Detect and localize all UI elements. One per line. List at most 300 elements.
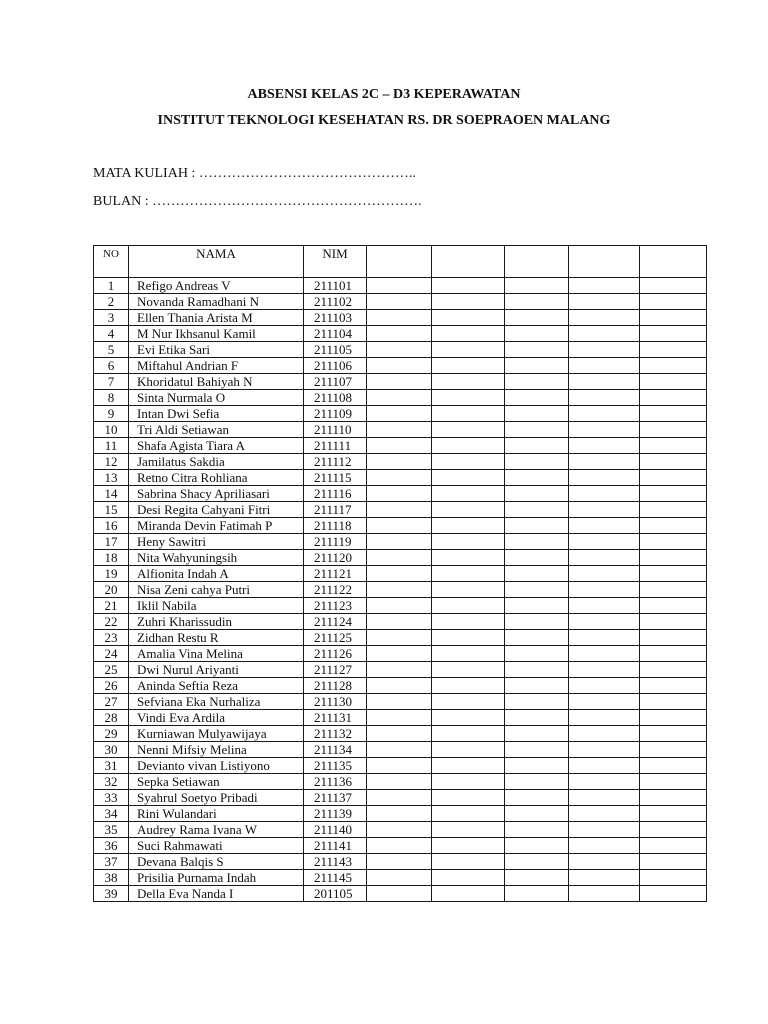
table-row bbox=[94, 854, 707, 870]
student-name: Prisilia Purnama Indah bbox=[129, 870, 304, 886]
student-name: Heny Sawitri bbox=[129, 534, 304, 550]
attendance-cell bbox=[569, 390, 640, 406]
attendance-cell bbox=[569, 870, 640, 886]
table-row bbox=[94, 678, 707, 694]
attendance-cell bbox=[569, 678, 640, 694]
row-number: 4 bbox=[94, 326, 129, 342]
student-name: Ellen Thania Arista M bbox=[129, 310, 304, 326]
table-row bbox=[94, 822, 707, 838]
attendance-cell bbox=[432, 358, 505, 374]
attendance-cell bbox=[640, 470, 707, 486]
row-number: 39 bbox=[94, 886, 129, 902]
attendance-cell bbox=[432, 854, 505, 870]
attendance-cell bbox=[640, 870, 707, 886]
attendance-cell bbox=[505, 742, 569, 758]
attendance-cell bbox=[640, 438, 707, 454]
attendance-cell bbox=[640, 822, 707, 838]
attendance-cell bbox=[432, 694, 505, 710]
row-number: 10 bbox=[94, 422, 129, 438]
attendance-cell bbox=[367, 518, 432, 534]
student-name: Nenni Mifsiy Melina bbox=[129, 742, 304, 758]
attendance-table-body bbox=[94, 278, 707, 902]
student-nim: 211111 bbox=[304, 438, 367, 454]
student-nim: 201105 bbox=[304, 886, 367, 902]
table-row bbox=[94, 870, 707, 886]
student-nim: 211136 bbox=[304, 774, 367, 790]
attendance-cell bbox=[367, 566, 432, 582]
student-name: Suci Rahmawati bbox=[129, 838, 304, 854]
attendance-cell bbox=[569, 710, 640, 726]
attendance-cell bbox=[640, 710, 707, 726]
attendance-cell bbox=[640, 774, 707, 790]
attendance-cell bbox=[569, 598, 640, 614]
row-number: 21 bbox=[94, 598, 129, 614]
row-number: 34 bbox=[94, 806, 129, 822]
student-nim: 211126 bbox=[304, 646, 367, 662]
attendance-cell bbox=[432, 310, 505, 326]
attendance-cell bbox=[640, 694, 707, 710]
table-row bbox=[94, 438, 707, 454]
attendance-cell bbox=[432, 838, 505, 854]
attendance-cell bbox=[367, 630, 432, 646]
attendance-cell bbox=[367, 886, 432, 902]
attendance-cell bbox=[505, 294, 569, 310]
attendance-cell bbox=[432, 534, 505, 550]
attendance-cell bbox=[640, 886, 707, 902]
table-row bbox=[94, 758, 707, 774]
attendance-cell bbox=[367, 326, 432, 342]
attendance-cell bbox=[367, 774, 432, 790]
attendance-cell bbox=[505, 598, 569, 614]
attendance-cell bbox=[367, 614, 432, 630]
student-nim: 211122 bbox=[304, 582, 367, 598]
attendance-cell bbox=[569, 774, 640, 790]
table-row bbox=[94, 278, 707, 294]
student-name: Novanda Ramadhani N bbox=[129, 294, 304, 310]
attendance-cell bbox=[432, 454, 505, 470]
attendance-cell bbox=[367, 486, 432, 502]
row-number: 38 bbox=[94, 870, 129, 886]
student-nim: 211123 bbox=[304, 598, 367, 614]
student-nim: 211119 bbox=[304, 534, 367, 550]
column-header-blank bbox=[569, 246, 640, 278]
student-nim: 211106 bbox=[304, 358, 367, 374]
attendance-cell bbox=[505, 678, 569, 694]
attendance-cell bbox=[569, 438, 640, 454]
attendance-cell bbox=[505, 806, 569, 822]
student-name: Devianto vivan Listiyono bbox=[129, 758, 304, 774]
attendance-cell bbox=[569, 326, 640, 342]
attendance-cell bbox=[432, 582, 505, 598]
row-number: 2 bbox=[94, 294, 129, 310]
attendance-cell bbox=[432, 390, 505, 406]
attendance-cell bbox=[367, 758, 432, 774]
attendance-cell bbox=[640, 854, 707, 870]
student-name: Iklil Nabila bbox=[129, 598, 304, 614]
row-number: 37 bbox=[94, 854, 129, 870]
row-number: 7 bbox=[94, 374, 129, 390]
attendance-cell bbox=[432, 822, 505, 838]
header-row bbox=[94, 246, 707, 278]
row-number: 24 bbox=[94, 646, 129, 662]
student-nim: 211103 bbox=[304, 310, 367, 326]
attendance-cell bbox=[569, 486, 640, 502]
student-name: Zidhan Restu R bbox=[129, 630, 304, 646]
attendance-cell bbox=[569, 294, 640, 310]
attendance-cell bbox=[432, 518, 505, 534]
attendance-cell bbox=[569, 278, 640, 294]
attendance-cell bbox=[367, 854, 432, 870]
attendance-cell bbox=[432, 566, 505, 582]
row-number: 33 bbox=[94, 790, 129, 806]
column-header-blank bbox=[367, 246, 432, 278]
attendance-cell bbox=[640, 646, 707, 662]
attendance-cell bbox=[640, 518, 707, 534]
student-name: Intan Dwi Sefia bbox=[129, 406, 304, 422]
student-nim: 211109 bbox=[304, 406, 367, 422]
attendance-cell bbox=[432, 726, 505, 742]
attendance-cell bbox=[569, 742, 640, 758]
attendance-cell bbox=[505, 662, 569, 678]
student-nim: 211128 bbox=[304, 678, 367, 694]
row-number: 19 bbox=[94, 566, 129, 582]
attendance-cell bbox=[367, 582, 432, 598]
attendance-cell bbox=[432, 662, 505, 678]
row-number: 35 bbox=[94, 822, 129, 838]
attendance-cell bbox=[367, 358, 432, 374]
student-nim: 211105 bbox=[304, 342, 367, 358]
attendance-cell bbox=[367, 502, 432, 518]
attendance-cell bbox=[432, 422, 505, 438]
attendance-cell bbox=[640, 550, 707, 566]
row-number: 25 bbox=[94, 662, 129, 678]
row-number: 18 bbox=[94, 550, 129, 566]
attendance-cell bbox=[432, 710, 505, 726]
attendance-cell bbox=[569, 518, 640, 534]
student-name: Desi Regita Cahyani Fitri bbox=[129, 502, 304, 518]
row-number: 17 bbox=[94, 534, 129, 550]
attendance-cell bbox=[367, 390, 432, 406]
student-name: Alfionita Indah A bbox=[129, 566, 304, 582]
bulan-field: BULAN : …………………………………………………. bbox=[93, 194, 422, 209]
student-nim: 211127 bbox=[304, 662, 367, 678]
column-header-nim: NIM bbox=[304, 246, 367, 278]
attendance-cell bbox=[432, 470, 505, 486]
attendance-cell bbox=[569, 550, 640, 566]
attendance-cell bbox=[505, 822, 569, 838]
attendance-cell bbox=[432, 742, 505, 758]
student-nim: 211125 bbox=[304, 630, 367, 646]
attendance-cell bbox=[640, 838, 707, 854]
attendance-cell bbox=[640, 726, 707, 742]
table-row bbox=[94, 662, 707, 678]
row-number: 8 bbox=[94, 390, 129, 406]
attendance-cell bbox=[569, 358, 640, 374]
table-row bbox=[94, 454, 707, 470]
attendance-cell bbox=[569, 886, 640, 902]
attendance-cell bbox=[569, 406, 640, 422]
student-nim: 211139 bbox=[304, 806, 367, 822]
table-row bbox=[94, 790, 707, 806]
table-row bbox=[94, 390, 707, 406]
institution-name: INSTITUT TEKNOLOGI KESEHATAN RS. DR SOEPRAOEN MALANG bbox=[157, 113, 611, 128]
student-nim: 211110 bbox=[304, 422, 367, 438]
column-header-blank bbox=[432, 246, 505, 278]
attendance-cell bbox=[367, 822, 432, 838]
table-row bbox=[94, 358, 707, 374]
table-row bbox=[94, 518, 707, 534]
table-row bbox=[94, 710, 707, 726]
row-number: 16 bbox=[94, 518, 129, 534]
attendance-cell bbox=[505, 534, 569, 550]
table-row bbox=[94, 598, 707, 614]
attendance-cell bbox=[367, 870, 432, 886]
attendance-cell bbox=[640, 534, 707, 550]
row-number: 32 bbox=[94, 774, 129, 790]
table-row bbox=[94, 374, 707, 390]
attendance-cell bbox=[640, 582, 707, 598]
student-nim: 211120 bbox=[304, 550, 367, 566]
attendance-cell bbox=[640, 390, 707, 406]
table-row bbox=[94, 614, 707, 630]
attendance-cell bbox=[505, 342, 569, 358]
attendance-cell bbox=[432, 486, 505, 502]
row-number: 27 bbox=[94, 694, 129, 710]
row-number: 15 bbox=[94, 502, 129, 518]
row-number: 11 bbox=[94, 438, 129, 454]
attendance-cell bbox=[367, 678, 432, 694]
column-header-blank bbox=[505, 246, 569, 278]
student-nim: 211124 bbox=[304, 614, 367, 630]
student-name: Vindi Eva Ardila bbox=[129, 710, 304, 726]
attendance-cell bbox=[505, 726, 569, 742]
attendance-cell bbox=[432, 550, 505, 566]
student-name: Sinta Nurmala O bbox=[129, 390, 304, 406]
row-number: 26 bbox=[94, 678, 129, 694]
row-number: 14 bbox=[94, 486, 129, 502]
student-name: Jamilatus Sakdia bbox=[129, 454, 304, 470]
attendance-cell bbox=[569, 374, 640, 390]
table-row bbox=[94, 806, 707, 822]
attendance-cell bbox=[432, 678, 505, 694]
table-row bbox=[94, 726, 707, 742]
attendance-cell bbox=[505, 838, 569, 854]
student-nim: 211137 bbox=[304, 790, 367, 806]
attendance-cell bbox=[569, 838, 640, 854]
attendance-cell bbox=[640, 342, 707, 358]
table-row bbox=[94, 502, 707, 518]
attendance-cell bbox=[505, 550, 569, 566]
attendance-cell bbox=[640, 486, 707, 502]
attendance-cell bbox=[569, 566, 640, 582]
attendance-cell bbox=[505, 438, 569, 454]
student-nim: 211115 bbox=[304, 470, 367, 486]
attendance-cell bbox=[505, 886, 569, 902]
attendance-cell bbox=[640, 758, 707, 774]
attendance-cell bbox=[640, 374, 707, 390]
table-row bbox=[94, 486, 707, 502]
student-nim: 211143 bbox=[304, 854, 367, 870]
student-name: Aninda Seftia Reza bbox=[129, 678, 304, 694]
student-nim: 211134 bbox=[304, 742, 367, 758]
attendance-cell bbox=[640, 326, 707, 342]
row-number: 9 bbox=[94, 406, 129, 422]
attendance-cell bbox=[367, 422, 432, 438]
attendance-cell bbox=[432, 326, 505, 342]
attendance-cell bbox=[367, 406, 432, 422]
table-row bbox=[94, 646, 707, 662]
attendance-cell bbox=[367, 278, 432, 294]
attendance-cell bbox=[432, 406, 505, 422]
attendance-cell bbox=[367, 342, 432, 358]
attendance-cell bbox=[367, 710, 432, 726]
column-header-no: NO bbox=[94, 246, 129, 278]
student-name: Amalia Vina Melina bbox=[129, 646, 304, 662]
student-nim: 211131 bbox=[304, 710, 367, 726]
attendance-cell bbox=[367, 310, 432, 326]
row-number: 12 bbox=[94, 454, 129, 470]
table-row bbox=[94, 774, 707, 790]
student-nim: 211108 bbox=[304, 390, 367, 406]
attendance-cell bbox=[640, 566, 707, 582]
attendance-cell bbox=[505, 630, 569, 646]
attendance-cell bbox=[505, 758, 569, 774]
attendance-cell bbox=[432, 774, 505, 790]
attendance-cell bbox=[432, 758, 505, 774]
student-name: Rini Wulandari bbox=[129, 806, 304, 822]
attendance-cell bbox=[505, 870, 569, 886]
attendance-cell bbox=[569, 582, 640, 598]
document-title: ABSENSI KELAS 2C – D3 KEPERAWATAN bbox=[247, 87, 521, 102]
attendance-cell bbox=[367, 454, 432, 470]
attendance-cell bbox=[640, 806, 707, 822]
attendance-cell bbox=[505, 854, 569, 870]
attendance-cell bbox=[367, 662, 432, 678]
attendance-cell bbox=[640, 662, 707, 678]
attendance-cell bbox=[505, 470, 569, 486]
attendance-cell bbox=[367, 694, 432, 710]
attendance-cell bbox=[367, 646, 432, 662]
student-nim: 211132 bbox=[304, 726, 367, 742]
row-number: 29 bbox=[94, 726, 129, 742]
student-name: Sepka Setiawan bbox=[129, 774, 304, 790]
student-name: Kurniawan Mulyawijaya bbox=[129, 726, 304, 742]
attendance-cell bbox=[505, 790, 569, 806]
attendance-cell bbox=[569, 422, 640, 438]
attendance-cell bbox=[367, 742, 432, 758]
attendance-cell bbox=[367, 806, 432, 822]
attendance-cell bbox=[640, 598, 707, 614]
attendance-cell bbox=[367, 294, 432, 310]
attendance-cell bbox=[367, 726, 432, 742]
row-number: 22 bbox=[94, 614, 129, 630]
attendance-cell bbox=[505, 502, 569, 518]
row-number: 36 bbox=[94, 838, 129, 854]
attendance-cell bbox=[569, 646, 640, 662]
attendance-cell bbox=[569, 502, 640, 518]
column-header-nama: NAMA bbox=[129, 246, 304, 278]
row-number: 31 bbox=[94, 758, 129, 774]
mata-kuliah-field: MATA KULIAH : ……………………………………….. bbox=[93, 166, 416, 181]
attendance-cell bbox=[505, 326, 569, 342]
attendance-cell bbox=[505, 358, 569, 374]
attendance-cell bbox=[367, 790, 432, 806]
attendance-cell bbox=[640, 742, 707, 758]
table-row bbox=[94, 566, 707, 582]
table-row bbox=[94, 886, 707, 902]
attendance-cell bbox=[505, 278, 569, 294]
table-row bbox=[94, 582, 707, 598]
attendance-cell bbox=[640, 678, 707, 694]
attendance-cell bbox=[432, 278, 505, 294]
student-name: Della Eva Nanda I bbox=[129, 886, 304, 902]
attendance-cell bbox=[505, 646, 569, 662]
attendance-cell bbox=[505, 694, 569, 710]
attendance-table bbox=[93, 245, 707, 902]
row-number: 23 bbox=[94, 630, 129, 646]
attendance-cell bbox=[640, 422, 707, 438]
attendance-cell bbox=[432, 806, 505, 822]
attendance-cell bbox=[432, 614, 505, 630]
student-nim: 211130 bbox=[304, 694, 367, 710]
table-row bbox=[94, 742, 707, 758]
attendance-cell bbox=[432, 870, 505, 886]
row-number: 28 bbox=[94, 710, 129, 726]
table-row bbox=[94, 326, 707, 342]
attendance-cell bbox=[505, 454, 569, 470]
attendance-cell bbox=[505, 374, 569, 390]
student-name: Retno Citra Rohliana bbox=[129, 470, 304, 486]
table-row bbox=[94, 470, 707, 486]
student-name: Syahrul Soetyo Pribadi bbox=[129, 790, 304, 806]
student-nim: 211107 bbox=[304, 374, 367, 390]
attendance-cell bbox=[569, 534, 640, 550]
attendance-cell bbox=[432, 438, 505, 454]
student-name: Zuhri Kharissudin bbox=[129, 614, 304, 630]
row-number: 3 bbox=[94, 310, 129, 326]
table-row bbox=[94, 534, 707, 550]
attendance-cell bbox=[569, 310, 640, 326]
table-row bbox=[94, 342, 707, 358]
student-name: Shafa Agista Tiara A bbox=[129, 438, 304, 454]
student-nim: 211101 bbox=[304, 278, 367, 294]
attendance-cell bbox=[367, 470, 432, 486]
student-name: Dwi Nurul Ariyanti bbox=[129, 662, 304, 678]
attendance-cell bbox=[640, 630, 707, 646]
student-nim: 211104 bbox=[304, 326, 367, 342]
table-row bbox=[94, 630, 707, 646]
student-nim: 211118 bbox=[304, 518, 367, 534]
attendance-cell bbox=[432, 374, 505, 390]
table-row bbox=[94, 694, 707, 710]
attendance-cell bbox=[640, 310, 707, 326]
attendance-cell bbox=[432, 342, 505, 358]
table-row bbox=[94, 294, 707, 310]
column-header-blank bbox=[640, 246, 707, 278]
attendance-cell bbox=[640, 358, 707, 374]
attendance-cell bbox=[569, 726, 640, 742]
attendance-cell bbox=[505, 422, 569, 438]
attendance-cell bbox=[569, 790, 640, 806]
attendance-cell bbox=[505, 518, 569, 534]
attendance-cell bbox=[367, 374, 432, 390]
attendance-cell bbox=[640, 406, 707, 422]
attendance-cell bbox=[569, 758, 640, 774]
row-number: 1 bbox=[94, 278, 129, 294]
table-row bbox=[94, 310, 707, 326]
student-nim: 211112 bbox=[304, 454, 367, 470]
attendance-cell bbox=[367, 838, 432, 854]
